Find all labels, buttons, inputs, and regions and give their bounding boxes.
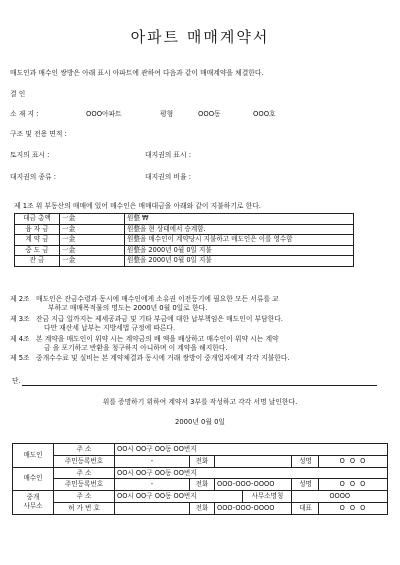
payment-label: 잔 금 <box>15 256 60 267</box>
seller-phone <box>215 455 292 467</box>
payment-row <box>15 214 354 225</box>
land-right-ratio-label: 대지권의 비율 : <box>145 173 192 181</box>
land-right-label: 대지권의 표시 : <box>145 151 192 159</box>
article-3-num: 제 3조 <box>10 315 30 323</box>
buyer-id: - <box>115 479 190 491</box>
buyer-id-label: 주민등록번호 <box>54 479 115 491</box>
document-title: 아파트 매매계약서 <box>130 28 270 46</box>
building-number: OOO동 <box>198 110 221 118</box>
payment-note: 원整 ₩ <box>125 214 354 225</box>
payment-label: 대금 총액 <box>15 214 60 225</box>
payment-amount: 一金 <box>60 235 125 246</box>
payment-note: 원整을 2000년 0월 0일 지불 <box>125 256 354 267</box>
broker-address-row <box>13 491 388 503</box>
seller-address-label: 주 소 <box>54 444 115 456</box>
broker-license-row <box>13 502 388 514</box>
seller-id-label: 주민등록번호 <box>54 455 115 467</box>
article-2-cont: 부하고 매매목적물의 명도는 2000년 0월 0일로 한다. <box>48 304 208 312</box>
article-2-num: 제 2조 <box>10 295 30 303</box>
special-terms-line <box>22 385 377 386</box>
article-4-text: 본 계약을 매도인이 위약 시는 계약금의 배 액을 배상하고 매수인이 위약 시는 계약 <box>36 335 279 343</box>
payment-amount: 一金 <box>60 256 125 267</box>
broker-role-line2: 사무소 <box>23 502 43 511</box>
buyer-phone-label: 전화 <box>190 479 215 491</box>
broker-rep-label: 대표 <box>292 502 319 514</box>
payment-note: 원整을 2000년 0월 0일 지불 <box>125 245 354 256</box>
seller-name-label: 성명 <box>292 455 319 467</box>
article-1: 제 1조 위 부동산의 매매에 있어 매수인은 매매대금을 아래와 같이 지불하기로 한다. <box>14 202 261 210</box>
article-3-text: 잔금 지급 일까지는 제세공과금 및 기타 부금에 대한 납부책임은 매도인이 부담한다. <box>36 315 284 323</box>
broker-rep: O O O <box>319 502 388 514</box>
payment-amount: 一金 <box>60 214 125 225</box>
structure-label: 구조 및 전용 면적 : <box>10 130 67 138</box>
broker-license-label: 허 가 번 호 <box>54 502 115 514</box>
payment-row <box>15 235 354 246</box>
location-label: 소 재 지 : <box>10 110 39 118</box>
article-5-text: 중개수수료 및 실비는 본 계약체결과 동시에 거래 쌍방이 중개업자에게 각각 지불한다. <box>36 354 290 362</box>
payment-amount: 一金 <box>60 224 125 235</box>
intro-text: 매도인과 매수인 쌍방은 아래 표시 아파트에 관하여 다음과 같이 매매계약을 체결한다. <box>10 69 264 77</box>
broker-address: OO시 OO구 OO동 OO번지 <box>115 491 243 503</box>
broker-phone: OOO-OOO-OOOO <box>215 502 292 514</box>
payment-label: 계 약 금 <box>15 235 60 246</box>
seller-address: OO시 OO구 OO동 OO번지 <box>115 444 388 456</box>
broker-role <box>13 491 54 515</box>
broker-office-label: 사무소명칭 <box>243 491 292 503</box>
seller-name: O O O <box>319 455 388 467</box>
broker-phone-label: 전화 <box>190 502 215 514</box>
buyer-id-row <box>13 479 388 491</box>
seller-phone-label: 전화 <box>190 455 215 467</box>
payment-label: 중 도 금 <box>15 245 60 256</box>
article-4-num: 제 4조 <box>10 335 30 343</box>
payment-note: 원整을 매수인이 계약당시 지불하고 매도인은 이를 영수함 <box>125 235 354 246</box>
seller-address-row <box>13 444 388 456</box>
unit-number: OOO호 <box>253 110 276 118</box>
article-4-cont: 금 을 포기하고 반환을 청구하지 아니하며 이 계약을 해지한다. <box>44 344 228 352</box>
seller-id-row <box>13 455 388 467</box>
special-terms-label: 단. <box>12 377 21 385</box>
contract-date: 2000년 0월 0일 <box>175 418 225 426</box>
land-right-type-label: 대지권의 종류 : <box>10 173 57 181</box>
article-3-cont: 다만 재산세 납부는 지방세법 규정에 따른다. <box>44 324 176 332</box>
broker-office: OOOO <box>292 491 388 503</box>
payment-row <box>15 256 354 267</box>
buyer-name-label: 성명 <box>292 479 319 491</box>
seller-role: 매도인 <box>13 444 54 468</box>
section-label: 결 인 <box>10 90 26 98</box>
payment-note: 원整을 현 상태에서 승계함. <box>125 224 354 235</box>
buyer-name: O O O <box>319 479 388 491</box>
payment-label: 융 자 금 <box>15 224 60 235</box>
apartment-name: OOO아파트 <box>86 110 122 118</box>
land-label: 토지의 표시 : <box>10 151 50 159</box>
witness-statement: 위를 증명하기 위하여 계약서 3부를 작성하고 각각 서명 날인한다. <box>102 398 298 406</box>
broker-role-line1: 중개 <box>26 493 40 502</box>
broker-license <box>115 502 190 514</box>
article-2-text: 매도인은 잔금수령과 동시에 매수인에게 소유권 이전등기에 필요한 모든 서류를 교 <box>36 295 279 303</box>
broker-address-label: 주 소 <box>54 491 115 503</box>
article-5-num: 제 5조 <box>10 354 30 362</box>
payment-amount: 一金 <box>60 245 125 256</box>
parties-table <box>12 443 388 515</box>
buyer-address: OO시 OO구 OO동 OO번지 <box>115 467 388 479</box>
payment-table <box>14 213 354 267</box>
buyer-address-row <box>13 467 388 479</box>
buyer-address-label: 주 소 <box>54 467 115 479</box>
seller-id: - <box>115 455 190 467</box>
payment-row <box>15 245 354 256</box>
buyer-role: 매수인 <box>13 467 54 491</box>
buyer-phone: OOO-OOO-OOOO <box>215 479 292 491</box>
area-label: 평형 <box>160 110 174 118</box>
payment-row <box>15 224 354 235</box>
